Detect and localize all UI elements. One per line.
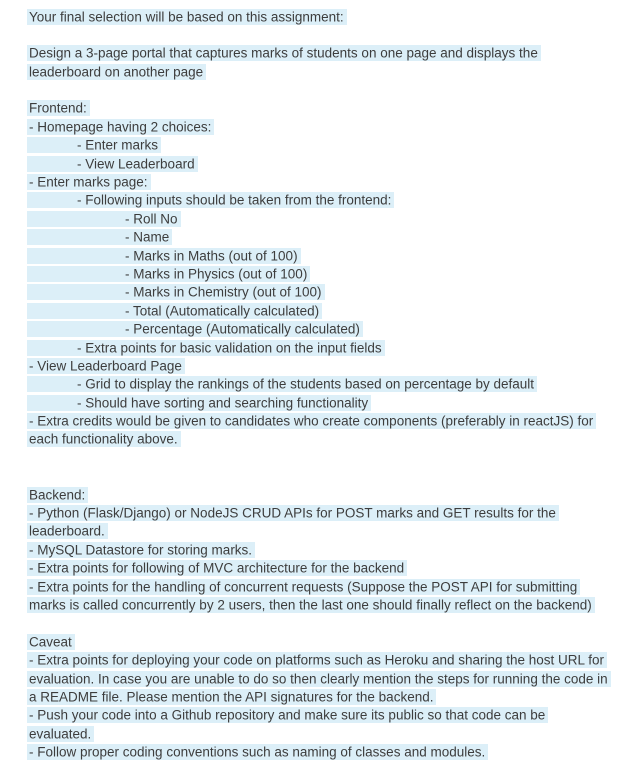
text-line [27, 192, 640, 210]
text-line [27, 486, 640, 504]
text-line [27, 376, 640, 394]
text-line [27, 8, 640, 26]
highlighted-text: - Marks in Maths (out of 100) [27, 248, 301, 264]
text-line [27, 707, 640, 725]
text-line [27, 210, 640, 228]
text-line [27, 302, 640, 320]
highlighted-text: evaluation. In case you are unable to do so then clearly mention the steps for running the code in [27, 671, 611, 687]
text-line [27, 339, 640, 357]
highlighted-text: leaderboard on another page [27, 64, 206, 80]
highlighted-text: - Percentage (Automatically calculated) [27, 321, 363, 337]
highlighted-text: - View Leaderboard [27, 156, 198, 172]
highlighted-text: each functionality above. [27, 431, 181, 447]
highlighted-text: - Extra credits would be given to candidates who create components (preferably in reactJS) for [27, 413, 596, 429]
text-line [27, 597, 640, 615]
highlighted-text: - Enter marks page: [27, 174, 151, 190]
text-line [27, 449, 640, 467]
text-line [27, 725, 640, 743]
text-line [27, 82, 640, 100]
highlighted-text: Backend: [27, 487, 88, 503]
text-line [27, 578, 640, 596]
text-line [27, 45, 640, 63]
text-line [27, 321, 640, 339]
text-line [27, 652, 640, 670]
text-line [27, 505, 640, 523]
highlighted-text: - Extra points for deploying your code on platforms such as Heroku and sharing the host URL for [27, 652, 607, 668]
highlighted-text: - Extra points for following of MVC architecture for the backend [27, 560, 407, 576]
text-line [27, 615, 640, 633]
text-line [27, 413, 640, 431]
highlighted-text: - MySQL Datastore for storing marks. [27, 542, 255, 558]
text-line [27, 100, 640, 118]
text-line [27, 118, 640, 136]
highlighted-text: a README file. Please mention the API signatures for the backend. [27, 689, 436, 705]
highlighted-text: - Name [27, 229, 172, 245]
highlighted-text: - View Leaderboard Page [27, 358, 185, 374]
highlighted-text: - Follow proper coding conventions such as naming of classes and modules. [27, 744, 488, 760]
text-line [27, 541, 640, 559]
highlighted-text: marks is called concurrently by 2 users, then the last one should finally reflect on the backend) [27, 597, 595, 613]
text-line [27, 394, 640, 412]
highlighted-text: - Extra points for the handling of concurrent requests (Suppose the POST API for submitting [27, 579, 580, 595]
highlighted-text: - Roll No [27, 211, 181, 227]
text-line [27, 744, 640, 762]
highlighted-text: - Marks in Chemistry (out of 100) [27, 284, 325, 300]
highlighted-text: - Marks in Physics (out of 100) [27, 266, 310, 282]
text-line [27, 357, 640, 375]
highlighted-text: - Python (Flask/Django) or NodeJS CRUD APIs for POST marks and GET results for the [27, 505, 559, 521]
text-line [27, 63, 640, 81]
text-line [27, 560, 640, 578]
highlighted-text: - Total (Automatically calculated) [27, 303, 322, 319]
highlighted-text: Caveat [27, 634, 75, 650]
highlighted-text: - Push your code into a Github repository and make sure its public so that code can be [27, 707, 548, 723]
highlighted-text: - Homepage having 2 choices: [27, 119, 214, 135]
text-line [27, 284, 640, 302]
highlighted-text: Design a 3-page portal that captures marks of students on one page and displays the [27, 45, 541, 61]
highlighted-text: - Grid to display the rankings of the students based on percentage by default [27, 376, 537, 392]
text-line [27, 265, 640, 283]
text-line [27, 137, 640, 155]
text-line [27, 688, 640, 706]
document-body [27, 8, 640, 762]
highlighted-text: Your final selection will be based on this assignment: [27, 9, 347, 25]
text-line [27, 26, 640, 44]
highlighted-text: evaluated. [27, 726, 94, 742]
text-line [27, 229, 640, 247]
highlighted-text: - Enter marks [27, 137, 161, 153]
highlighted-text: - Extra points for basic validation on the input fields [27, 340, 385, 356]
text-line [27, 247, 640, 265]
text-line [27, 670, 640, 688]
text-line [27, 523, 640, 541]
text-line [27, 633, 640, 651]
text-line [27, 174, 640, 192]
highlighted-text: - Should have sorting and searching functionality [27, 395, 371, 411]
text-line [27, 155, 640, 173]
highlighted-text: Frontend: [27, 100, 90, 116]
highlighted-text: - Following inputs should be taken from the frontend: [27, 192, 394, 208]
text-line [27, 468, 640, 486]
text-line [27, 431, 640, 449]
highlighted-text: leaderboard. [27, 523, 108, 539]
